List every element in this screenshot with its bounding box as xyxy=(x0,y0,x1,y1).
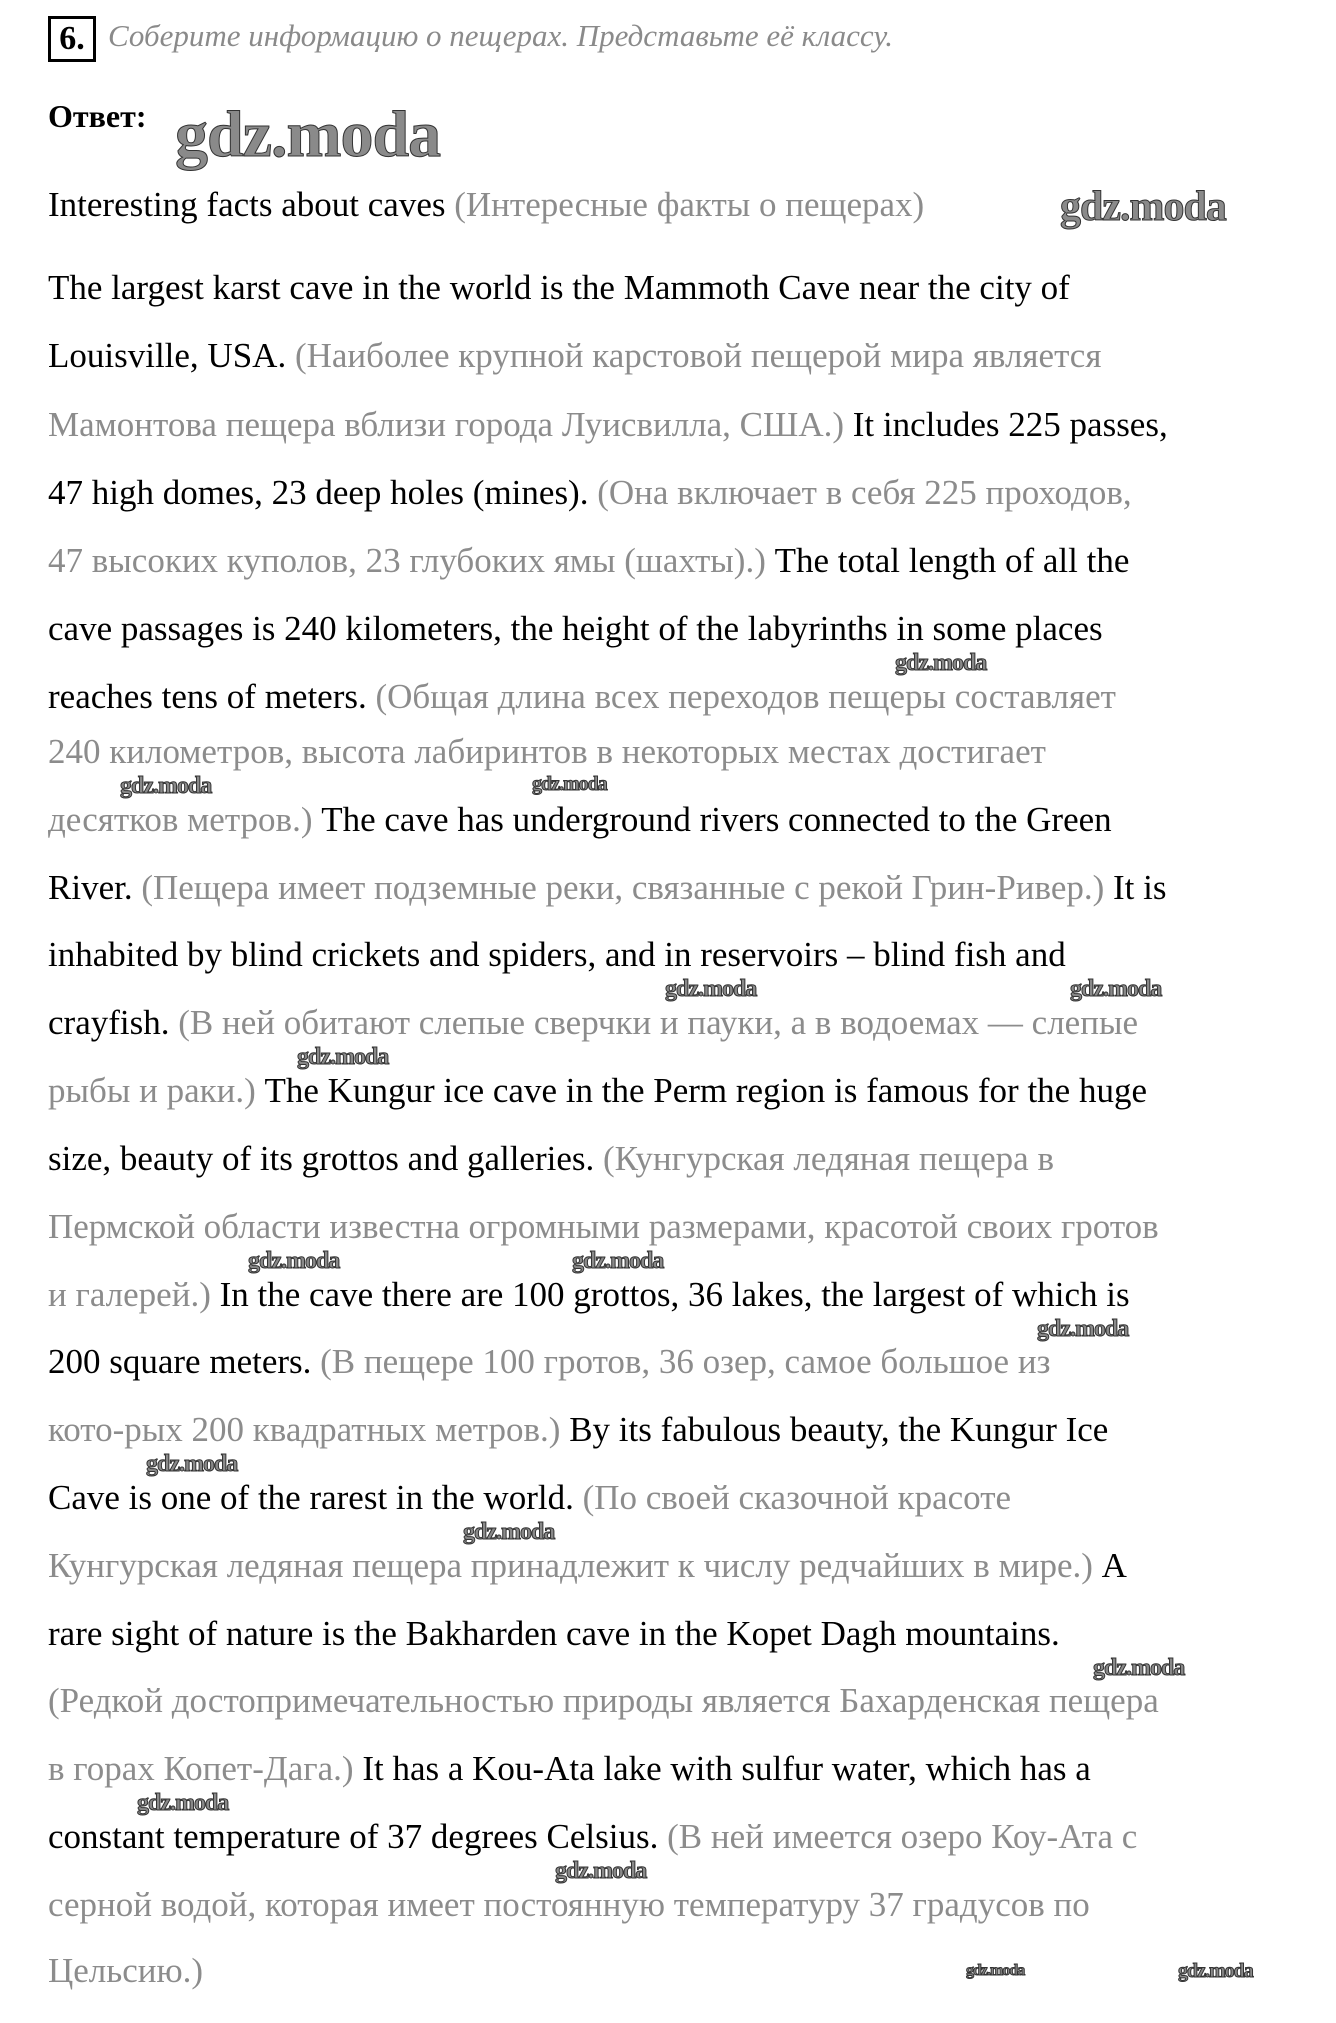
russian-translation: в горах Копет-Дага.) xyxy=(48,1749,354,1788)
text-line xyxy=(48,1410,1108,1450)
russian-translation: серной водой, которая имеет постоянную температуру 37 градусов по xyxy=(48,1885,1090,1924)
english-text: crayfish. xyxy=(48,1003,179,1042)
english-text: rare sight of nature is the Bakharden cave in the Kopet Dagh mountains. xyxy=(48,1614,1060,1653)
task-text: Соберите информацию о пещерах. Представьте её классу. xyxy=(108,18,894,53)
watermark: gdz.moda xyxy=(532,773,607,795)
english-text: It has a Kou-Ata lake with sulfur water, which has a xyxy=(353,1749,1091,1788)
watermark: gdz.moda xyxy=(297,1044,389,1070)
text-line xyxy=(48,1003,1138,1043)
text-line xyxy=(48,1342,1050,1382)
text-line xyxy=(48,1614,1060,1654)
english-text: size, beauty of its grottos and galleries. xyxy=(48,1139,603,1178)
english-text: A xyxy=(1092,1546,1127,1585)
text-line xyxy=(48,1275,1130,1315)
text-line xyxy=(48,1071,1147,1111)
text-line xyxy=(48,732,1046,772)
english-text: inhabited by blind crickets and spiders, and in reservoirs – blind fish and xyxy=(48,935,1066,974)
english-text: Interesting facts about caves xyxy=(48,185,455,224)
russian-translation: Пермской области известна огромными размерами, красотой своих гротов xyxy=(48,1207,1159,1246)
russian-translation: (Интересные факты о пещерах) xyxy=(454,185,925,224)
russian-translation: (В пещере 100 гротов, 36 озер, самое большое из xyxy=(320,1342,1051,1381)
text-line xyxy=(48,1478,1011,1518)
russian-translation: десятков метров.) xyxy=(48,800,313,839)
russian-translation: (Наиболее крупной карстовой пещерой мира является xyxy=(294,336,1102,375)
russian-translation: (Общая длина всех переходов пещеры составляет xyxy=(375,677,1116,716)
english-text: Louisville, USA. xyxy=(48,336,295,375)
watermark: gdz.moda xyxy=(248,1248,340,1274)
watermark: gdz.moda xyxy=(1093,1655,1185,1681)
watermark: gdz.moda xyxy=(555,1858,647,1884)
watermark: gdz.moda xyxy=(1178,1960,1253,1982)
english-text: 47 high domes, 23 deep holes (mines). xyxy=(48,473,598,512)
russian-translation: (Редкой достопримечательностью природы является Бахарденская пещера xyxy=(48,1681,1159,1720)
english-text: cave passages is 240 kilometers, the height of the labyrinths in some places xyxy=(48,609,1103,648)
text-line xyxy=(48,1681,1159,1721)
text-line xyxy=(48,1885,1090,1925)
text-line xyxy=(48,609,1103,649)
english-text: It includes 225 passes, xyxy=(844,405,1168,444)
text-line xyxy=(48,541,1129,581)
english-text: It is xyxy=(1104,868,1167,907)
english-text: The total length of all the xyxy=(765,541,1130,580)
watermark: gdz.moda xyxy=(146,1451,238,1477)
english-text: Cave is one of the rarest in the world. xyxy=(48,1478,583,1517)
text-line xyxy=(48,405,1168,445)
text-line xyxy=(48,1207,1159,1247)
watermark: gdz.moda xyxy=(1037,1316,1129,1342)
text-line xyxy=(48,185,924,225)
english-text: River. xyxy=(48,868,142,907)
russian-translation: Мамонтова пещера вблизи города Луисвилла, США.) xyxy=(48,405,845,444)
text-line xyxy=(48,677,1116,717)
russian-translation: Цельсию.) xyxy=(48,1951,204,1990)
text-line xyxy=(48,1951,203,1991)
watermark: gdz.moda xyxy=(665,976,757,1002)
russian-translation: 47 высоких куполов, 23 глубоких ямы (шахты).) xyxy=(48,541,766,580)
text-line xyxy=(48,935,1066,975)
watermark: gdz.moda xyxy=(966,1962,1025,1979)
english-text: 200 square meters. xyxy=(48,1342,321,1381)
watermark: gdz.moda xyxy=(175,98,441,171)
russian-translation: (В ней обитают слепые сверчки и пауки, а в водоемах — слепые xyxy=(178,1003,1138,1042)
watermark: gdz.moda xyxy=(137,1790,229,1816)
russian-translation: (Она включает в себя 225 проходов, xyxy=(597,473,1132,512)
text-line xyxy=(48,1749,1091,1789)
english-text: The cave has underground rivers connected to the Green xyxy=(312,800,1112,839)
task-number: 6. xyxy=(48,16,96,62)
watermark: gdz.moda xyxy=(572,1248,664,1274)
answer-label: Ответ: xyxy=(48,98,147,134)
russian-translation: (По своей сказочной красоте xyxy=(582,1478,1012,1517)
text-line xyxy=(48,800,1112,840)
watermark: gdz.moda xyxy=(463,1519,555,1545)
text-line xyxy=(48,1817,1137,1857)
watermark: gdz.moda xyxy=(895,650,987,676)
russian-translation: кото-рых 200 квадратных метров.) xyxy=(48,1410,561,1449)
watermark: gdz.moda xyxy=(120,773,212,799)
text-line xyxy=(48,336,1101,376)
english-text: constant temperature of 37 degrees Celsius. xyxy=(48,1817,668,1856)
russian-translation: (Кунгурская ледяная пещера в xyxy=(603,1139,1054,1178)
russian-translation: (Пещера имеет подземные реки, связанные с рекой Грин-Ривер.) xyxy=(141,868,1105,907)
text-line xyxy=(48,473,1132,513)
english-text: The Kungur ice cave in the Perm region is famous for the huge xyxy=(255,1071,1148,1110)
text-line xyxy=(48,268,1070,308)
russian-translation: рыбы и раки.) xyxy=(48,1071,256,1110)
english-text: reaches tens of meters. xyxy=(48,677,376,716)
english-text: By its fabulous beauty, the Kungur Ice xyxy=(560,1410,1109,1449)
russian-translation: и галерей.) xyxy=(48,1275,211,1314)
russian-translation: 240 километров, высота лабиринтов в некоторых местах достигает xyxy=(48,732,1046,771)
text-line xyxy=(48,1546,1127,1586)
watermark: gdz.moda xyxy=(1060,184,1226,230)
english-text: The largest karst cave in the world is the Mammoth Cave near the city of xyxy=(48,268,1070,307)
russian-translation: (В ней имеется озеро Коу-Ата с xyxy=(667,1817,1138,1856)
text-line xyxy=(48,868,1167,908)
watermark: gdz.moda xyxy=(1070,976,1162,1002)
english-text: In the cave there are 100 grottos, 36 lakes, the largest of which is xyxy=(210,1275,1130,1314)
russian-translation: Кунгурская ледяная пещера принадлежит к числу редчайших в мире.) xyxy=(48,1546,1093,1585)
text-line xyxy=(48,1139,1054,1179)
